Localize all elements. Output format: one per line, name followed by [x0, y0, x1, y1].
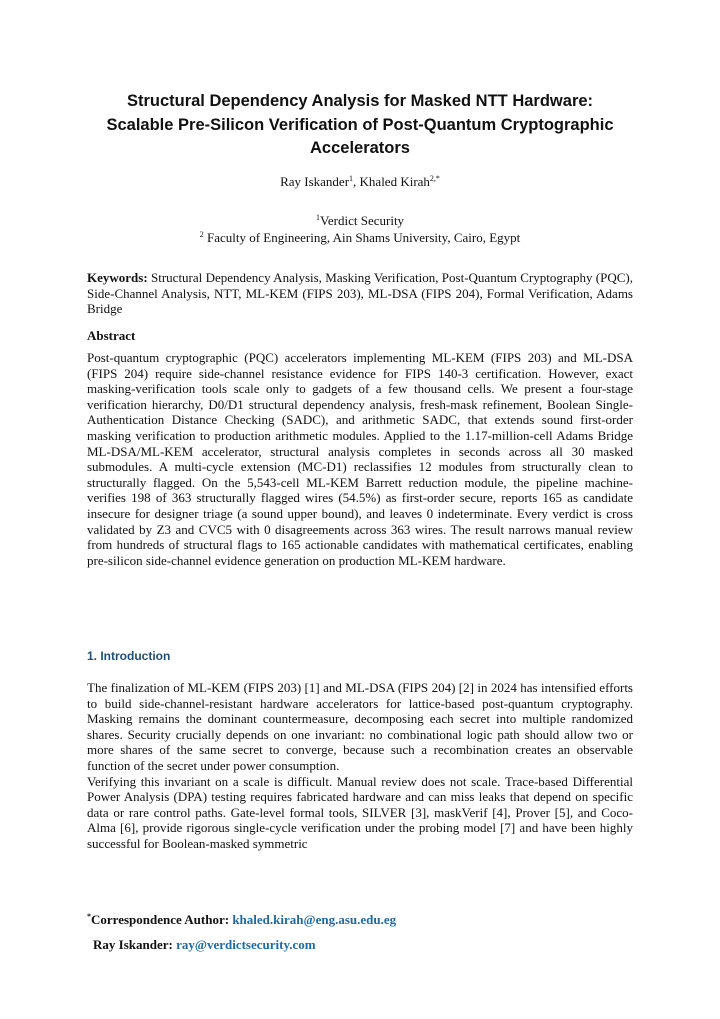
affiliation-1-text: Verdict Security [319, 213, 405, 228]
author-contact-label: Ray Iskander: [93, 937, 177, 952]
abstract-heading: Abstract [87, 328, 136, 343]
title-line-2: Scalable Pre-Silicon Verification of Post-Quantum Cryptographic [106, 115, 614, 134]
author-2-name: Khaled Kirah [359, 174, 430, 189]
introduction-paragraph-2: Verifying this invariant on a scale is difficult. Manual review does not scale. Trace-based Differential Power Analysis (DPA) testing requires fabricated hardware and can miss leaks that depend on specific data or rare control paths. Gate-level formal tools, SILVER [3], maskVerif [4], Prover [5], and Coco-Alma [6], provide rigorous single-cycle verification under the probing model [7] and have been highly successful for Boolean-masked symmetric [87, 773, 633, 851]
correspondence-footnote [87, 912, 396, 928]
keywords-block [87, 270, 633, 317]
correspondence-email-link[interactable]: khaled.kirah@eng.asu.edu.eg [232, 912, 397, 927]
keywords-text: Structural Dependency Analysis, Masking Verification, Post-Quantum Cryptography (PQC), Side-Channel Analysis, NTT, ML-KEM (FIPS 203), ML-DSA (FIPS 204), Formal Verification, Adams Bridge [87, 270, 633, 316]
author-1-affiliation-mark: 1 [349, 174, 354, 183]
introduction-body [87, 680, 633, 852]
affiliation-list [0, 212, 720, 246]
paper-title [40, 90, 680, 161]
introduction-paragraph-1: The finalization of ML-KEM (FIPS 203) [1] and ML-DSA (FIPS 204) [2] in 2024 has intensified efforts to build side-channel-resistant hardware accelerators for lattice-based post-quantum cryptography. Masking remains the dominant countermeasure, decomposing each secret into multiple randomized shares. Security crucially depends on one invariant: no combinational logic path should allow two or more shares of the same secret to converge, because such a recombination creates an observable function of the secret under power consumption. [87, 680, 633, 773]
affiliation-2 [0, 229, 720, 246]
correspondence-mark: * [87, 912, 91, 921]
author-separator: , [353, 174, 360, 189]
introduction-heading: 1. Introduction [87, 649, 171, 663]
affiliation-2-mark: 2 [199, 230, 204, 239]
title-line-3: Accelerators [310, 139, 410, 157]
correspondence-label: Correspondence Author: [91, 912, 233, 927]
author-1-name: Ray Iskander [280, 174, 350, 189]
author-contact-email-link[interactable]: ray@verdictsecurity.com [176, 937, 316, 952]
title-line-1: Structural Dependency Analysis for Masked NTT Hardware: [126, 92, 594, 110]
keywords-label: Keywords: [87, 270, 148, 285]
affiliation-1 [0, 212, 720, 229]
abstract-text: Post-quantum cryptographic (PQC) accelerators implementing ML-KEM (FIPS 203) and ML-DSA (FIPS 204) require side-channel resistance evidence for FIPS 140-3 certification. However, exact masking-verification tools scale only to gadgets of a few thousand cells. We present a four-stage verification hierarchy, D0/D1 structural dependency analysis, fresh-mask refinement, Boolean Single-Authentication Distance Checking (SADC), and arithmetic SADC, that extends sound first-order masking verification to production arithmetic modules. Applied to the 1.17-million-cell Adams Bridge ML-DSA/ML-KEM accelerator, structural analysis completes in seconds across all 30 masked submodules. A multi-cycle extension (MC-D1) reclassifies 12 modules from structurally clean to structurally flagged. On the 5,543-cell ML-KEM Barrett reduction module, the pipeline machine-verifies 198 of 363 structurally flagged wires (54.5%) as first-order secure, reports 165 as candidate insecure for designer triage (a sound upper bound), and leaves 0 indeterminate. Every verdict is cross validated by Z3 and CVC5 with 0 disagreements across 363 wires. The result narrows manual review from hundreds of structural flags to 165 actionable candidates with mathematical certificates, enabling pre-silicon side-channel evidence generation on production ML-KEM hardware. [87, 350, 633, 568]
author-2-affiliation-mark: 2,* [429, 174, 440, 183]
author-contact-footnote [93, 937, 316, 953]
author-list [0, 174, 720, 190]
affiliation-2-text: Faculty of Engineering, Ain Shams University, Cairo, Egypt [203, 230, 521, 245]
affiliation-1-mark: 1 [315, 213, 320, 222]
